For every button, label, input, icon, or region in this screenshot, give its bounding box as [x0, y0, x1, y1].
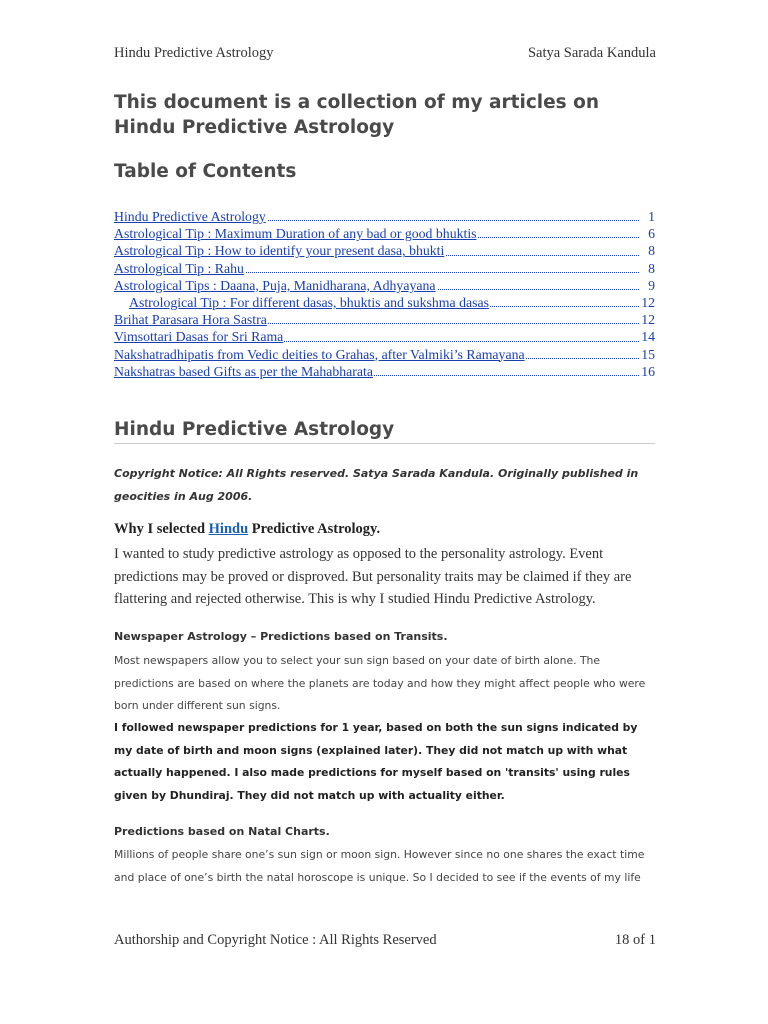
- header-left: Hindu Predictive Astrology: [114, 45, 274, 61]
- document-title: This document is a collection of my articles on Hindu Predictive Astrology: [114, 92, 600, 138]
- toc-entry[interactable]: [114, 208, 655, 225]
- toc-entry-page[interactable]: 9: [648, 277, 655, 293]
- toc-entry[interactable]: [114, 242, 655, 259]
- why-suffix: Predictive Astrology.: [248, 521, 381, 537]
- copyright-notice: Copyright Notice: All Rights reserved. Satya Sarada Kandula. Originally published in geocities in Aug 2006.: [114, 467, 639, 503]
- why-prefix: Why I selected: [114, 521, 209, 537]
- toc-entry[interactable]: [114, 260, 655, 277]
- toc-entry-label[interactable]: Hindu Predictive Astrology: [114, 209, 266, 224]
- toc-entry-sub[interactable]: [114, 294, 655, 311]
- toc-entry-label[interactable]: Astrological Tip : For different dasas, bhuktis and sukshma dasas: [129, 294, 489, 310]
- section-title: Hindu Predictive Astrology: [114, 419, 655, 444]
- toc-entry[interactable]: [114, 346, 655, 363]
- toc-entry-page[interactable]: 6: [648, 226, 655, 242]
- toc-entry-page[interactable]: 8: [648, 243, 655, 259]
- toc-entry-label[interactable]: Brihat Parasara Hora Sastra: [114, 312, 267, 328]
- page-footer: [114, 932, 656, 949]
- toc-entry-page[interactable]: 12: [641, 312, 655, 328]
- footer-left: Authorship and Copyright Notice : All Rights Reserved: [114, 932, 437, 948]
- toc-entry-label[interactable]: Vimsottari Dasas for Sri Rama: [114, 329, 284, 345]
- toc-entry-label[interactable]: Astrological Tip : Maximum Duration of any bad or good bhuktis: [114, 226, 477, 242]
- toc-entry-label[interactable]: Astrological Tips : Daana, Puja, Manidharana, Adhyayana: [114, 277, 436, 293]
- page-header: [114, 45, 656, 62]
- toc-entry-page[interactable]: 16: [641, 363, 655, 379]
- why-heading: [114, 521, 380, 538]
- toc-entry-page[interactable]: 8: [648, 260, 655, 276]
- hindu-link[interactable]: Hindu: [208, 521, 249, 537]
- toc-entry[interactable]: [114, 363, 655, 380]
- toc-entry-label[interactable]: Nakshatradhipatis from Vedic deities to Grahas, after Valmiki’s Ramayana: [114, 346, 525, 362]
- newspaper-heading: Newspaper Astrology – Predictions based on Transits.: [114, 630, 448, 643]
- toc-entry[interactable]: [114, 328, 655, 345]
- toc-entry-page[interactable]: 1: [648, 209, 655, 224]
- newspaper-paragraph: Most newspapers allow you to select your sun sign based on your date of birth alone. The predictions are based on where the planets are today and how they might affect people who were born under different sun signs.: [114, 654, 646, 712]
- natal-heading: Predictions based on Natal Charts.: [114, 825, 330, 838]
- toc-entry-page[interactable]: 14: [641, 329, 655, 345]
- intro-paragraph: I wanted to study predictive astrology as opposed to the personality astrology. Event predictions may be proved or disproved. But personality traits may be claimed if they are flattering and rejected otherwise. This is why I studied Hindu Predictive Astrology.: [114, 546, 632, 607]
- toc-entry[interactable]: [114, 311, 655, 328]
- toc-entry[interactable]: [114, 225, 655, 242]
- toc-entry[interactable]: [114, 277, 655, 294]
- toc-entry-label[interactable]: Nakshatras based Gifts as per the Mahabharata: [114, 363, 373, 379]
- table-of-contents: [114, 208, 655, 380]
- toc-entry-label[interactable]: Astrological Tip : How to identify your present dasa, bhukti: [114, 243, 445, 259]
- toc-entry-page[interactable]: 15: [641, 346, 655, 362]
- natal-paragraph: Millions of people share one’s sun sign or moon sign. However since no one shares the exact time and place of one’s birth the natal horoscope is unique. So I decided to see if the events of my life: [114, 848, 645, 884]
- toc-title: Table of Contents: [114, 161, 297, 182]
- toc-entry-label[interactable]: Astrological Tip : Rahu: [114, 260, 244, 276]
- newspaper-bold-paragraph: I followed newspaper predictions for 1 year, based on both the sun signs indicated by my date of birth and moon signs (explained later). They did not match up with what actually happened. I also made predictions for myself based on 'transits' using rules given by Dhundiraj. They did not match up with actuality either.: [114, 721, 638, 802]
- header-right: Satya Sarada Kandula: [527, 45, 656, 61]
- footer-page-number: 18 of 1: [614, 932, 656, 948]
- toc-entry-page[interactable]: 12: [641, 294, 655, 310]
